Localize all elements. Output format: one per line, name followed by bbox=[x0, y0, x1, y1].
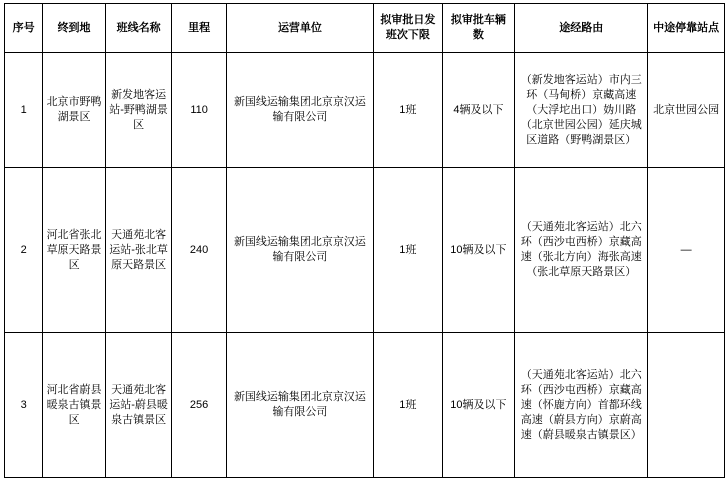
column-header-operator: 运营单位 bbox=[226, 4, 373, 53]
cell-daily-minimum: 1班 bbox=[374, 333, 443, 478]
column-header-route: 途经路由 bbox=[515, 4, 648, 53]
cell-destination: 北京市野鸭湖景区 bbox=[43, 53, 106, 168]
cell-vehicle-count: 4辆及以下 bbox=[442, 53, 515, 168]
column-header-destination: 终到地 bbox=[43, 4, 106, 53]
cell-destination: 河北省张北草原天路景区 bbox=[43, 168, 106, 333]
document-page bbox=[0, 3, 727, 495]
column-header-sequence: 序号 bbox=[5, 4, 43, 53]
cell-vehicle-count: 10辆及以下 bbox=[442, 168, 515, 333]
cell-mileage: 256 bbox=[172, 333, 226, 478]
column-header-vehicle-count: 拟审批车辆数 bbox=[442, 4, 515, 53]
cell-line-name: 新发地客运站-野鸭湖景区 bbox=[105, 53, 172, 168]
cell-sequence: 2 bbox=[5, 168, 43, 333]
cell-route: （新发地客运站）市内三环（马甸桥）京藏高速（大浮坨出口）妫川路（北京世园公园）延庆城区道路（野鸭湖景区） bbox=[515, 53, 648, 168]
cell-line-name: 天通苑北客运站-蔚县暖泉古镇景区 bbox=[105, 333, 172, 478]
cell-line-name: 天通苑北客运站-张北草原天路景区 bbox=[105, 168, 172, 333]
column-header-daily-minimum: 拟审批日发班次下限 bbox=[374, 4, 443, 53]
cell-mileage: 110 bbox=[172, 53, 226, 168]
table-body bbox=[5, 53, 725, 478]
column-header-mileage: 里程 bbox=[172, 4, 226, 53]
cell-stop bbox=[648, 333, 725, 478]
cell-stop: 北京世园公园 bbox=[648, 53, 725, 168]
cell-operator: 新国线运输集团北京京汉运输有限公司 bbox=[226, 333, 373, 478]
cell-route: （天通苑北客运站）北六环（西沙屯西桥）京藏高速（怀鹿方向）首都环线高速（蔚县方向）京蔚高速（蔚县暖泉古镇景区） bbox=[515, 333, 648, 478]
table-header bbox=[5, 4, 725, 53]
cell-daily-minimum: 1班 bbox=[374, 168, 443, 333]
cell-route: （天通苑北客运站）北六环（西沙屯西桥）京藏高速（张北方向）海张高速（张北草原天路景区） bbox=[515, 168, 648, 333]
table-row bbox=[5, 333, 725, 478]
cell-operator: 新国线运输集团北京京汉运输有限公司 bbox=[226, 168, 373, 333]
column-header-line-name: 班线名称 bbox=[105, 4, 172, 53]
cell-sequence: 1 bbox=[5, 53, 43, 168]
cell-vehicle-count: 10辆及以下 bbox=[442, 333, 515, 478]
route-approval-table bbox=[4, 3, 725, 478]
cell-stop: — bbox=[648, 168, 725, 333]
table-header-row bbox=[5, 4, 725, 53]
cell-sequence: 3 bbox=[5, 333, 43, 478]
cell-destination: 河北省蔚县暖泉古镇景区 bbox=[43, 333, 106, 478]
column-header-stop: 中途停靠站点 bbox=[648, 4, 725, 53]
cell-operator: 新国线运输集团北京京汉运输有限公司 bbox=[226, 53, 373, 168]
table-row bbox=[5, 53, 725, 168]
cell-mileage: 240 bbox=[172, 168, 226, 333]
cell-daily-minimum: 1班 bbox=[374, 53, 443, 168]
table-row bbox=[5, 168, 725, 333]
